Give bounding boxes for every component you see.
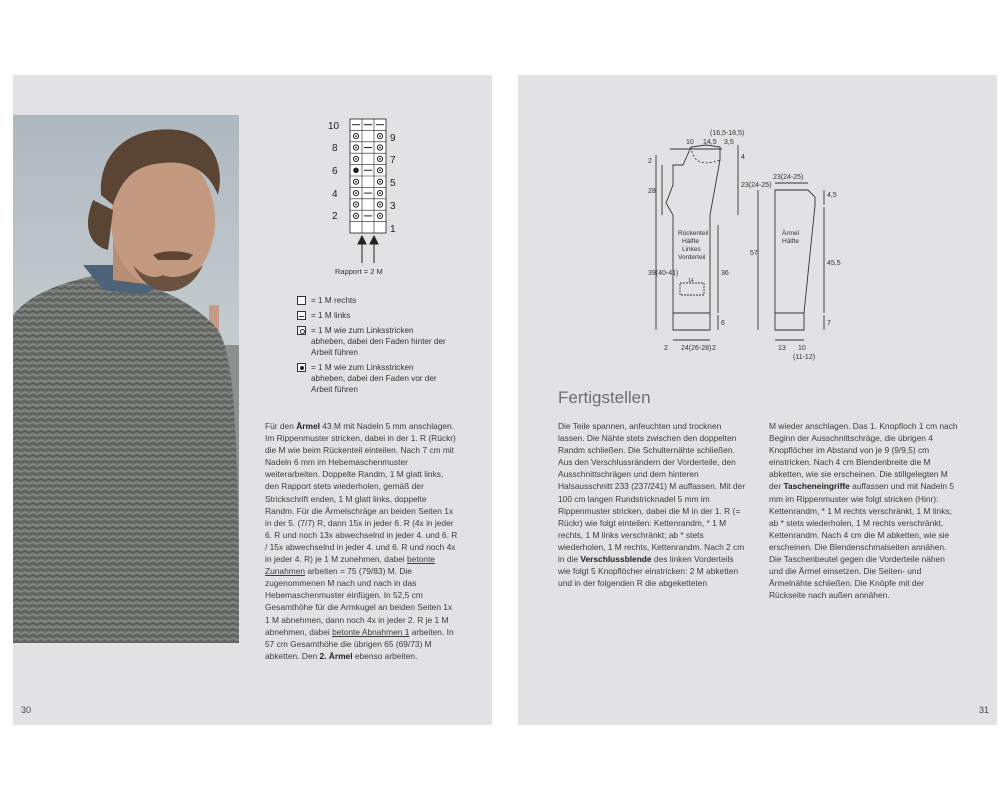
text-run: Die Teile spannen, anfeuchten und trocknen lassen. Die Nähte stets zwischen den doppelten Randm schließen. Die Schulternähte schließen. Aus den Verschlussrändern der Vorderteile, den Ausschnittschrägen und dem hinteren Halsausschnitt 233 (237/241) M auffassen. Mit der 100 cm langen Rundstricknadel 5 mm im Rippenmuster stricken, dabei die M in der 1. R (= Rückr) wie folgt einteilen: Kettenrandm, * 1 M rechts, 1 M links verschränkt; ab * stets wiederholen, 1 M rechts, Kettenrandm. Nach 2 cm in die	[558, 421, 745, 565]
page-number: 31	[978, 705, 989, 715]
dim-label: 3,5	[724, 139, 734, 146]
text-run: 43 M mit Nadeln 5 mm anschlagen. Im Rippenmuster stricken, dabei in der 1. R (Rückr) die M wie beim Rückenteil einteilen. Nach 7 cm mit Nadeln 6 mm im Hebemaschenmuster weiterarbeiten. Doppelte Randm, 1 M glatt links, den Rapport stets wiederholen, gemäß der Strickschrift enden, 1 M glatt links, doppelte Randm. Für die Ärmelschräge an beiden Seiten 1x in der 5. (7/7) R, dann 15x in jeder 6. R (4x in jeder 6. R und noch 13x abwechselnd in jeder 4. und 6. R / 15x abwechselnd in jeder 4. und 6. R und noch 4x in jeder 4. R) je 1 M zunehmen, dabei	[265, 421, 458, 565]
dim-label: (16,5-18,5)	[710, 130, 745, 137]
row-number: 3	[390, 201, 396, 212]
row-number: 2	[332, 211, 338, 222]
row-number: 9	[390, 133, 396, 144]
row-number: 7	[390, 155, 396, 166]
dim-label: 45,5	[827, 260, 841, 267]
legend-text: = 1 M wie zum Linksstricken abheben, dabei den Faden hinter der Arbeit führen	[311, 326, 446, 357]
row-number: 10	[328, 121, 340, 132]
finishing-text-col2	[769, 420, 961, 601]
left-page	[13, 75, 492, 725]
bold-term: Ärmel	[296, 421, 320, 431]
row-number: 1	[390, 224, 396, 235]
text-run: arbeiten = 75 (79/83) M. Die zugenommenen M nach und nach in das Hebemaschenmuster einfügen. In 52,5 cm Gesamthöhe für die Armkugel an beiden Seiten 1x 1 M abnehmen, dann noch 4x in jeder 2. R je 1 M abnehmen, dabei	[265, 566, 453, 637]
row-number: 5	[390, 178, 396, 189]
dim-label: 10	[686, 139, 694, 146]
text-run: arbeiten. In 57 cm Gesamthöhe die übrigen 65 (69/73) M abketten. Den	[265, 626, 454, 661]
model-photo	[13, 115, 239, 643]
row-number: 6	[332, 166, 338, 177]
section-title: Fertigstellen	[558, 388, 651, 407]
row-number: 4	[332, 189, 338, 200]
dim-label: 57	[750, 250, 758, 257]
piece-label: Hälfte	[782, 238, 799, 245]
legend-item	[297, 362, 447, 395]
text-run: ebenso arbeiten.	[352, 650, 418, 661]
chart-caption: Rapport = 2 M	[335, 267, 383, 276]
piece-label: Ärmel	[782, 230, 799, 237]
sleeve-instructions	[265, 420, 458, 662]
dim-label: 10	[798, 345, 806, 352]
right-page	[518, 75, 997, 725]
legend-item	[297, 310, 447, 321]
dim-label: 4	[741, 154, 745, 161]
legend-text: = 1 M rechts	[311, 296, 357, 305]
finishing-text-col1	[558, 420, 748, 589]
dim-label: 2	[664, 345, 668, 352]
piece-label: Vorderteil	[678, 254, 706, 261]
bold-term: Tascheneingriffe	[783, 481, 850, 492]
bold-term: 2. Ärmel	[319, 650, 353, 661]
piece-label: Linkes	[682, 246, 701, 253]
symbol-legend	[297, 295, 447, 399]
dim-label: 28	[648, 188, 656, 195]
text-run: Für den	[265, 421, 297, 431]
page-number: 30	[21, 705, 32, 715]
dim-label: 36	[721, 270, 729, 277]
dim-label: 23(24-25)	[773, 174, 804, 181]
text-run: des linken Vorderteils wie folgt 5 Knopflöcher einstricken: 2 M abketten und in der folgenden R die abgeketteten	[558, 554, 739, 589]
dim-label: 7	[827, 320, 831, 327]
row-number: 8	[332, 143, 338, 154]
legend-item	[297, 325, 447, 358]
dim-label: 23(24-25)	[741, 182, 772, 189]
dim-label: 14	[688, 278, 694, 284]
dim-label: 24(26-28)	[681, 345, 712, 352]
legend-text: = 1 M links	[311, 311, 351, 320]
piece-label: Hälfte	[682, 238, 699, 245]
dim-label: 14,5	[703, 139, 717, 146]
underlined-term: betonte Zunahmen	[265, 554, 435, 577]
dim-label: 39(40-41)	[648, 270, 679, 277]
legend-item	[297, 295, 447, 306]
dim-label: 6	[721, 320, 725, 327]
piece-label: Rückenteil	[678, 230, 709, 237]
dim-label: (11-12)	[793, 354, 816, 361]
pattern-schematic	[648, 125, 868, 365]
dim-label: 2	[648, 158, 652, 165]
dim-label: 13	[778, 345, 786, 352]
purl-symbol-icon	[297, 311, 306, 320]
dim-label: 2	[712, 345, 716, 352]
slip-back-symbol-icon	[297, 326, 306, 335]
legend-text: = 1 M wie zum Linksstricken abheben, dabei den Faden vor der Arbeit führen	[311, 363, 437, 394]
slip-front-symbol-icon	[297, 363, 306, 372]
text-run: M wieder anschlagen. Das 1. Knopfloch 1 cm nach Beginn der Ausschnittschräge, die übrigen 4 Knopflöcher im Abstand von je 9 (9/9,5) cm einstricken. Nach 4 cm Blendenbreite die M abketten, wie sie erscheinen. Die stillgelegten M der	[769, 421, 958, 492]
dim-label: 4,5	[827, 192, 837, 199]
knit-symbol-icon	[297, 296, 306, 305]
stitch-chart	[328, 115, 438, 285]
underlined-term: betonte Abnahmen 1	[332, 626, 410, 637]
bold-term: Verschlussblende	[580, 554, 652, 565]
text-run: auffassen und mit Nadeln 5 mm im Rippenmuster wie folgt stricken (Hinr): Kettenrandm, * 1 M rechts verschränkt, 1 M links; ab * stets wiederholen, 1 M rechts verschränkt, Kettenrandm. Nach 4 cm die M abketten, wie sie erscheinen. Die Blendenschmalseiten annähen. Die Taschenbeutel gegen die Vorderteile nähen und die Ärmel einsetzen. Die Seiten- und Ärmelnähte schließen. Die Knöpfe mit der Rückseite nach außen annähen.	[769, 481, 954, 601]
